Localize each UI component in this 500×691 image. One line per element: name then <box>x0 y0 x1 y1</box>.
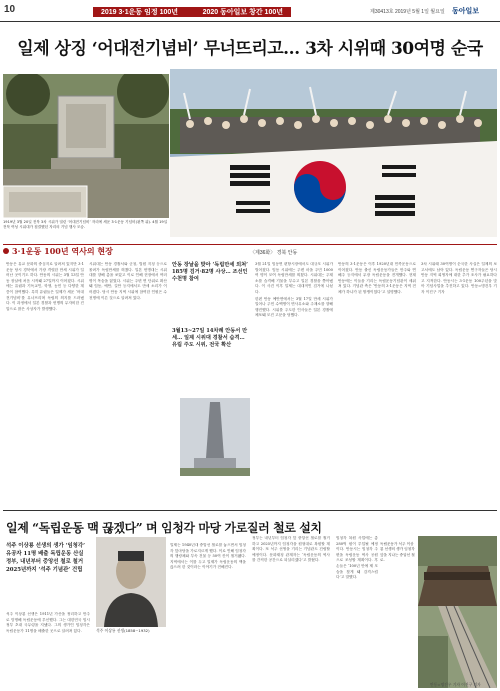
page-header <box>0 0 500 22</box>
memorial-photo-illustration <box>3 74 169 218</box>
header-rule <box>0 21 500 22</box>
bottom-headline: 일제 “독립운동 맥 끊겠다” 며 임청각 마당 가로질러 철로 설치 <box>6 521 322 535</box>
bottom-column-1 <box>6 612 90 688</box>
article-paragraph: 일제는 1940년대 중앙선 철로를 놓으면서 임청각 앞마당을 가로지르게 했다. 이로 인해 임청각의 행랑채와 부속 건물 등 50여 칸이 철거됐다. 지역에서는 이를 두고 일제가 독립운동의 맥을 끊으려 한 것이라는 이야기가 전해진다. <box>170 543 246 570</box>
header-band-right: 2020 동아일보 창간 100년 <box>202 9 283 16</box>
article-column-5 <box>338 262 416 502</box>
portrait-illustration <box>96 537 166 627</box>
article-paragraph: 3월 21일 임동면 편항시장에서도 대규모 시위가 벌어졌다. 임동 시위에는 주변 마을 주민 1000여 명이 모여 독립만세를 외쳤다. 시위대는 주재소를 습격해 기물을 부수고 일본 경찰을 쫓아냈다. 이 사건 이후 일제는 대대적인 검거에 나섰다. <box>255 262 333 294</box>
article-paragraph: 한편 안동 예안면에서는 3월 17일 만세 시위가 일어나 주민 수백명이 면사무소와 주재소를 향해 행진했다. 시위를 주도한 인사들은 일본 경찰에 체포돼 모진 고문을 당했다. <box>255 296 333 318</box>
railway-illustration <box>418 536 497 688</box>
memorial-photo <box>3 74 169 218</box>
bottom-photo-caption: 독립운동가 석주 이상룡 선생의 생가 임청각 앞을 지나는 중앙선 철로. <box>380 542 415 563</box>
article-paragraph: 안동의 3·1운동은 이후 1920년대 민족운동으로 이어졌다. 안동 출신 독립운동가들은 만주와 연해주 등지에서 무장 독립운동을 전개했다. 현재 안동에는 이들을 기리는 독립운동기념관이 세워져 있다. 기념관 측은 ‘안동의 3·1운동은 지역 전체가 하나가 된 항쟁이었다’고 설명했다. <box>338 262 416 294</box>
header-band-left: 2019 3·1운동 임정 100년 <box>101 9 179 16</box>
issue-meta: 제30413호 2019년 5월 1일 월요일 <box>370 9 445 15</box>
memorial-tower-illustration <box>180 398 250 476</box>
section-tag <box>3 246 113 257</box>
railway-photo <box>418 536 497 688</box>
pull-quote-2: 3월13~27일 14차례 안동서 만세… 일제 시위대 경찰서 습격… 유림 주도 시위, 전국 확산 <box>172 328 248 348</box>
series-label: 〈제36화〉 경북 안동 <box>250 250 298 256</box>
article-column-4 <box>255 262 333 502</box>
bullet-dot-icon <box>3 248 9 254</box>
bottom-column-4 <box>336 536 378 688</box>
bottom-column-2 <box>170 543 246 688</box>
article-paragraph: 시위대는 안동 경찰서와 군청, 법원 지청 등으로 몰려가 독립만세를 외쳤다. 일본 헌병대는 시위대를 향해 총을 쏘았고 이로 인해 현장에서 여러 명이 목숨을 잃었다. 시위는 주변 면 단위로 확산돼 임동, 예안, 길안 등지에서도 만세 소리가 이어졌다. 당시 안동 지역 시위에 참여한 인원은 수천명에 이른 것으로 알려져 있다. <box>89 262 167 300</box>
article-paragraph: 정부는 내년부터 임청각 앞 중앙선 철로를 철거하고 2025년까지 임청각을 원형대로 복원할 계획이다. 또 석주 선생을 기리는 기념관도 건립할 예정이다. 문화재청 관계자는 ‘독립운동의 역사를 간직한 공간으로 되살리겠다’고 밝혔다. <box>252 536 330 563</box>
article-column-2 <box>89 262 167 502</box>
portrait-caption: 석주 이상룡 선생(1858~1932) <box>96 628 150 633</box>
pull-quote-1: 안동 장날을 맞아 ‘독립만세 외쳐’ 185명 검거·82명 사상… 조선인 수천명 참여 <box>172 262 248 282</box>
brand-logo: 동아일보 <box>452 8 480 15</box>
photo-left-caption: 1919년 3월 20일 전북 3차 시위가 열린 ‘어대전기념비’ 자리에 세운 3·1운동 기념비(왼쪽 위). 4월 19일 전북 여성 시위대가 집결했던 자리의 기념 행사 모습. <box>3 220 168 229</box>
main-photo-illustration <box>170 69 497 237</box>
article-column-1 <box>6 262 84 502</box>
article-column-6 <box>421 262 497 502</box>
page-number: 10 <box>4 4 16 15</box>
bottom-column-3 <box>252 536 330 688</box>
portrait-photo <box>96 537 166 627</box>
article-paragraph: 3차 시위때 30여명이 순국한 사실은 일제의 보고서에도 남아 있다. 독립운동 연구자들은 당시 안동 지역 희생자에 대한 추가 조사가 필요하다고 지적한다. 안동시는 3·1운동 100주년을 맞아 기념사업을 추진하고 있다. 안동=명건우 기자 이진구 기자 <box>421 262 497 294</box>
header-band <box>93 7 291 17</box>
article-paragraph: 석주 이상룡 선생은 1911년 가산을 정리하고 만주로 망명해 독립운동에 투신했다. 그는 대한민국 임시정부 초대 국무령을 지냈다. 그의 생가인 임청각은 독립운동가 11명을 배출한 곳으로 알려져 있다. <box>6 612 90 633</box>
main-headline: 일제 상징 ‘어대전기념비’ 무너뜨리고… 3차 시위때 30여명 순국 <box>17 39 483 59</box>
main-photo <box>170 69 497 237</box>
section-tag-text: 3·1운동 100년 역사의 현장 <box>12 246 113 256</box>
memorial-tower-photo <box>180 398 250 476</box>
bottom-credit: 안동=명건우 기자 이진구 기자 <box>430 682 481 687</box>
section-divider <box>3 510 497 511</box>
article-paragraph: 임청각 복원 사업에는 총 280억 원이 투입될 예정이다. 안동시는 임청각 주변을 독립운동 역사 공원으로 조성할 계획이다. 후손들은 ‘100년 만에 제 모습을 찾게 돼 감격스럽다’고 말했다. <box>336 536 378 580</box>
article-paragraph: 안동은 유교 문화의 중심지로 알려져 있지만 3·1운동 당시 경북에서 가장 격렬한 만세 시위가 일어난 곳이기도 하다. 안동의 시위는 3월 13일 안동 장날에 처음 시작돼 27일까지 이어졌다. 시위에는 유림과 기독교인, 학생, 농민 등 다양한 계층이 참여했다. 특히 유림들은 일제가 세운 ‘어대전기념비’를 무너뜨리며 독립의 의지를 드러냈다. 이 과정에서 일본 경찰과 헌병의 무자비한 진압으로 많은 사상자가 발생했다. <box>6 262 84 311</box>
bottom-subhead: 석주 이상룡 선생의 생가 ‘임청각’ 유공자 11명 배출 독립운동 산실 정부, 내년부터 중앙선 철로 철거 2025년까지 ‘석주 기념관’ 건립 <box>6 543 85 573</box>
